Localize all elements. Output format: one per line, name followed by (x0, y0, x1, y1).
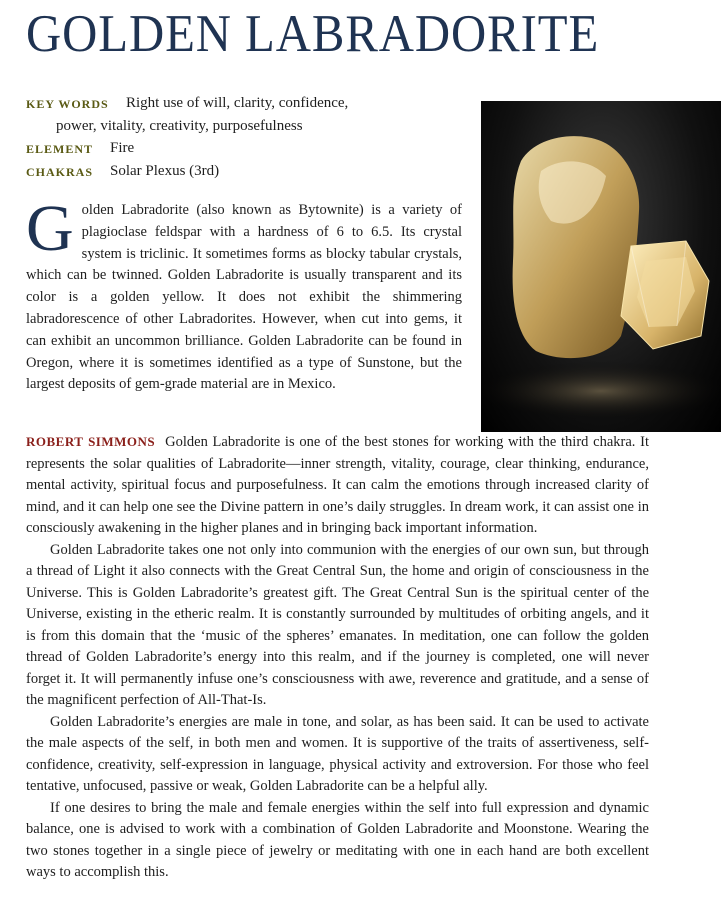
body-paragraph-4: If one desires to bring the male and female energies within the self into full expression and dynamic balance, one is advised to work with a combination of Golden Labradorite and Moonstone. Wearing the two stones together in a single piece of jewelry or meditating with one in each hand are both excellent ways to accomplish this. (26, 799, 649, 880)
robert-simmons-section (26, 431, 649, 884)
crystal-illustration (481, 101, 721, 432)
element-value: Fire (110, 140, 135, 156)
chakras-value: Solar Plexus (3rd) (110, 163, 220, 179)
intro-text: olden Labradorite (also known as Bytownite) is a variety of plagioclase feldspar with a hardness of 6 to 6.5. Its crystal system is triclinic. It sometimes forms as blocky tabular crystals, which can be twinned. Golden Labradorite is usually transparent and its color is a golden yellow. It does not exhibit the shimmering labradorescence of other Labradorites. However, when cut into gems, it can exhibit an uncommon brilliance. Golden Labradorite can be found in Oregon, where it is sometimes identified as a type of Sunstone, but the largest deposits of gem-grade material are in Mexico. (26, 202, 462, 393)
crystal-photo (481, 101, 721, 432)
element-label: ELEMENT (26, 142, 94, 156)
key-words-line2: power, vitality, creativity, purposefulness (56, 118, 303, 134)
intro-paragraph (26, 192, 462, 396)
page-title: GOLDEN LABRADORITE (26, 5, 600, 63)
body-paragraph-3: Golden Labradorite’s energies are male in tone, and solar, as has been said. It can be used to activate the male aspects of the self, in both men and women. It is supportive of the traits of assertiveness, self-confidence, creativity, self-expression in language, physical activity and extroversion. For those who feel tentative, unfocused, passive or weak, Golden Labradorite can be a helpful ally. (26, 713, 649, 794)
element-row (26, 137, 471, 160)
drop-cap: G (26, 192, 74, 265)
key-words-row (26, 92, 471, 115)
key-words-line1: Right use of will, clarity, confidence, (126, 95, 349, 111)
body-paragraph-1-text: Golden Labradorite is one of the best stones for working with the third chakra. It represents the solar qualities of Labradorite—inner strength, vitality, courage, clear thinking, endurance, mental activity, spiritual focus and purposefulness. It can calm the emotions through increased clarity of mind, and it can help one see the Divine pattern in one’s daily struggles. In dream work, it can assist one in consciously awakening in the higher planes and in bringing back important information. (26, 434, 649, 536)
author-name: ROBERT SIMMONS (26, 434, 156, 449)
body-paragraph-1 (26, 431, 649, 540)
chakras-label: CHAKRAS (26, 165, 94, 179)
chakras-row (26, 160, 471, 183)
body-paragraph-2: Golden Labradorite takes one not only into communion with the energies of our own sun, but through a thread of Light it also connects with the Great Central Sun, the home and origin of consciousness in the Universe. This is Golden Labradorite’s greatest gift. The Great Central Sun is the spiritual center of the Universe, existing in the etheric realm. It is constantly surrounded by multitudes of orbiting angels, and it is from this domain that the ‘music of the spheres’ emanates. In meditation, one can follow the golden thread of Golden Labradorite’s energy into this realm, and if the journey is completed, one will never forget it. It will permanently infuse one’s consciousness with awe, reverence and gratitude, and a sense of the magnificent perfection of All-That-Is. (26, 541, 649, 708)
key-words-label: KEY WORDS (26, 97, 109, 111)
attributes-block (26, 92, 471, 183)
